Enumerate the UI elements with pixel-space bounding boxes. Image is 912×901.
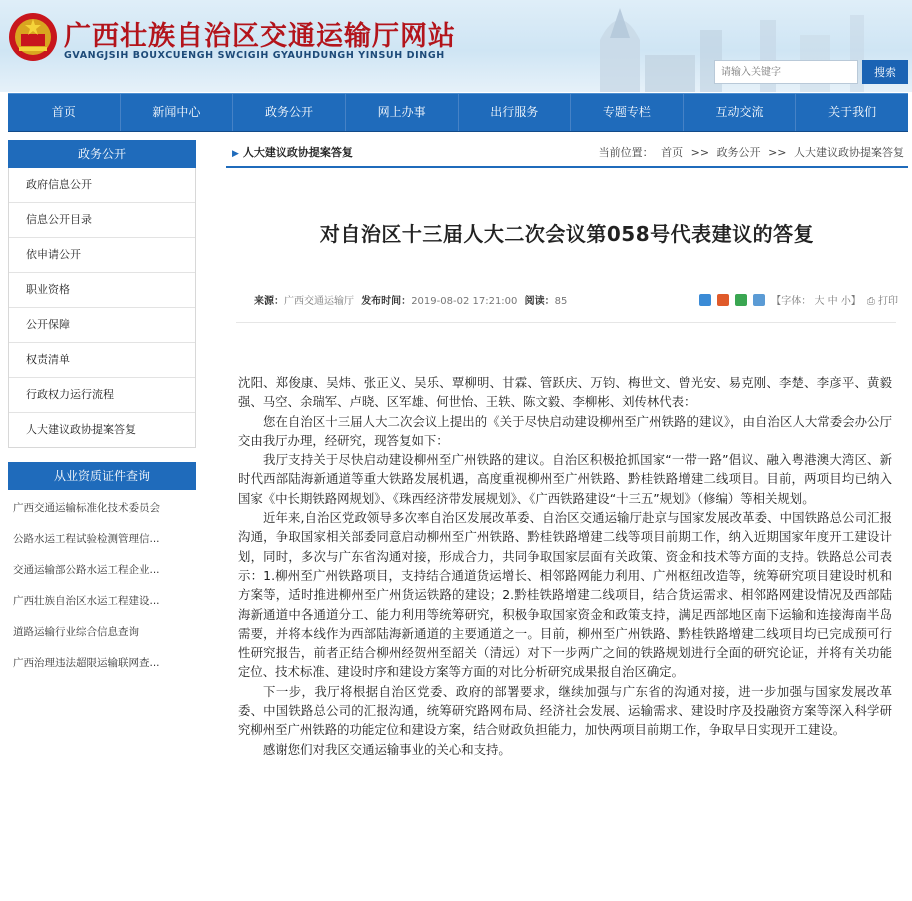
nav-news-center[interactable]: 新闻中心 xyxy=(121,94,234,131)
share-qzone-icon[interactable] xyxy=(753,294,765,306)
breadcrumb-link-current[interactable]: 人大建议政协提案答复 xyxy=(794,146,904,159)
source-label: 来源： xyxy=(254,296,284,307)
breadcrumb-label: 当前位置： xyxy=(598,146,654,159)
nav-online-services[interactable]: 网上办事 xyxy=(346,94,459,131)
sidebar-item[interactable]: 公开保障 xyxy=(9,308,195,343)
arrow-icon: ▶ xyxy=(232,149,239,159)
sidebar-list xyxy=(8,168,196,448)
breadcrumb-link-home[interactable]: 首页 xyxy=(661,146,684,159)
article-meta xyxy=(254,292,904,310)
sidebar2-list xyxy=(8,490,196,679)
breadcrumb-link-government-affairs[interactable]: 政务公开 xyxy=(716,146,761,159)
section-tab xyxy=(232,140,353,167)
font-small-button[interactable]: 小】 xyxy=(840,296,861,307)
font-medium-button[interactable]: 中 xyxy=(827,296,838,307)
font-large-button[interactable]: 大 xyxy=(814,296,825,307)
source-value: 广西交通运输厅 xyxy=(284,296,354,307)
sidebar2-title: 从业资质证件查询 xyxy=(8,462,196,490)
sidebar-government-affairs xyxy=(8,140,196,448)
sidebar-item[interactable]: 政府信息公开 xyxy=(9,168,195,203)
site-header xyxy=(0,0,912,92)
font-size-control xyxy=(771,292,861,307)
breadcrumb-separator: >> xyxy=(690,146,710,159)
sidebar2-link[interactable]: 广西治理违法超限运输联网查... xyxy=(13,657,160,669)
sidebar2-link[interactable]: 道路运输行业综合信息查询 xyxy=(13,626,139,638)
breadcrumb-separator: >> xyxy=(768,146,787,159)
sidebar-item[interactable]: 职业资格 xyxy=(9,273,195,308)
share-plus-icon[interactable] xyxy=(699,294,711,306)
paragraph: 下一步，我厅将根据自治区党委、政府的部署要求，继续加强与广东省的沟通对接，进一步加强与国家发展改革委、中国铁路总公司的汇报沟通，统筹研究路网布局、经济社会发展、运输需求、建设时序及投融资方案等深入科学研究柳州至广州铁路的功能定位和建设方案，结合财政负担能力，加快两项目前期工作，争取早日实现开工建设。 xyxy=(238,683,892,738)
reads-value: 85 xyxy=(554,296,568,307)
nav-government-affairs[interactable]: 政务公开 xyxy=(233,94,346,131)
paragraph: 我厅支持关于尽快启动建设柳州至广州铁路的建议。自治区积极抢抓国家“一带一路”倡议、融入粤港澳大湾区、新时代西部陆海新通道等重大铁路发展机遇，高度重视柳州至广州铁路、黔桂铁路增建二线项目。目前，两项目均已纳入国家《中长期铁路网规划》、《珠西经济带发展规划》、《广西铁路建设“十三五”规划》（修编）等相关规划。 xyxy=(238,452,892,506)
sidebar-item[interactable]: 权责清单 xyxy=(9,343,195,378)
search-button[interactable]: 搜索 xyxy=(862,60,908,84)
font-label: 【字体： xyxy=(771,296,812,307)
breadcrumb-bar xyxy=(226,140,908,168)
sidebar2-link[interactable]: 交通运输部公路水运工程企业... xyxy=(13,564,160,576)
sidebar2-link[interactable]: 公路水运工程试验检测管理信... xyxy=(13,533,160,545)
time-value: 2019-08-02 17:21:00 xyxy=(411,296,518,307)
article-title: 对自治区十三届人大二次会议第058号代表建议的答复 xyxy=(319,222,815,246)
nav-special-topics[interactable]: 专题专栏 xyxy=(571,94,684,131)
nav-about-us[interactable]: 关于我们 xyxy=(828,105,877,119)
sidebar-item[interactable]: 信息公开目录 xyxy=(9,203,195,238)
site-title: 广西壮族自治区交通运输厅网站 xyxy=(64,21,456,52)
closing: 感谢您们对我区交通运输事业的关心和支持。 xyxy=(263,741,511,757)
print-label: 打印 xyxy=(878,296,898,307)
nav-home[interactable]: 首页 xyxy=(8,94,121,131)
sidebar-qualification-query xyxy=(8,462,196,679)
salutation: 沈阳、郑俊康、吴炜、张正义、吴乐、覃柳明、甘霖、管跃庆、万钧、梅世文、曾光安、易克刚、李楚、李彦平、黄毅强、马空、余瑞军、卢晓、区军雄、何世怡、王轶、陈文毅、李柳彬、刘传林代表： xyxy=(238,375,892,410)
article-body xyxy=(238,373,892,759)
sidebar2-link[interactable]: 广西壮族自治区水运工程建设... xyxy=(13,595,160,607)
main-content xyxy=(226,140,908,307)
divider xyxy=(236,322,896,323)
section-tab-label: 人大建议政协提案答复 xyxy=(242,146,353,159)
nav-interaction[interactable]: 互动交流 xyxy=(684,94,797,131)
sidebar-item[interactable]: 人大建议政协提案答复 xyxy=(26,423,136,436)
main-nav xyxy=(8,93,908,132)
sidebar-title: 政务公开 xyxy=(8,140,196,168)
print-button[interactable] xyxy=(867,292,898,307)
reads-label: 阅读： xyxy=(524,296,555,307)
breadcrumb xyxy=(597,140,906,166)
sidebar-item[interactable]: 行政权力运行流程 xyxy=(9,378,195,413)
search-input[interactable] xyxy=(714,60,858,84)
site-subtitle: GVANGJSIH BOUXCUENGH SWCIGIH GYAUHDUNGH YINSUH DINGH xyxy=(64,50,445,61)
share-wechat-icon[interactable] xyxy=(735,294,747,306)
sidebar-item[interactable]: 依申请公开 xyxy=(9,238,195,273)
nav-travel-services[interactable]: 出行服务 xyxy=(459,94,572,131)
sidebar2-link[interactable]: 广西交通运输标准化技术委员会 xyxy=(13,502,160,514)
paragraph: 近年来,自治区党政领导多次率自治区发展改革委、自治区交通运输厅赴京与国家发展改革委、中国铁路总公司汇报沟通，争取国家相关部委同意启动柳州至广州铁路、黔桂铁路增建二线等项目前期工作，纳入近期国家年度开工建设计划，同时，多次与广东省沟通对接，形成合力，共同争取国家层面有关政策、资金和技术等方面的支持。铁路总公司表示：1.柳州至广州铁路项目，支持结合通道货运增长、相邻路网能力利用、广州枢纽改造等，统筹研究项目建设时机和方案等，适时推进柳州至广州货运铁路的建设；2.黔桂铁路增建二线项目，结合货运需求、相邻路网建设情况及西部陆海新通道中各通道分工、能力利用等统筹研究，积极争取国家资金和政策支持，满足西部地区南下运输和连接海南半岛需要，并将本线作为西部陆海新通道的主要通道之一。目前，柳州至广州铁路、黔桂铁路增建二线项目均已完成预可行性研究报告，前者正结合柳州经贺州至韶关（清远）对下一步两广之间的铁路规划进行全面的研究论证，并将有关功能定位、技术标准、建设时序和建设方案等方面的对比分析研究成果报自治区确定。 xyxy=(238,510,892,680)
paragraph: 您在自治区十三届人大二次会议上提出的《关于尽快启动建设柳州至广州铁路的建议》，由自治区人大常委会办公厅交由我厅办理，经研究，现答复如下： xyxy=(238,413,892,448)
time-label: 发布时间： xyxy=(361,296,412,307)
share-weibo-icon[interactable] xyxy=(717,294,729,306)
printer-icon: ⎙ xyxy=(866,296,875,307)
